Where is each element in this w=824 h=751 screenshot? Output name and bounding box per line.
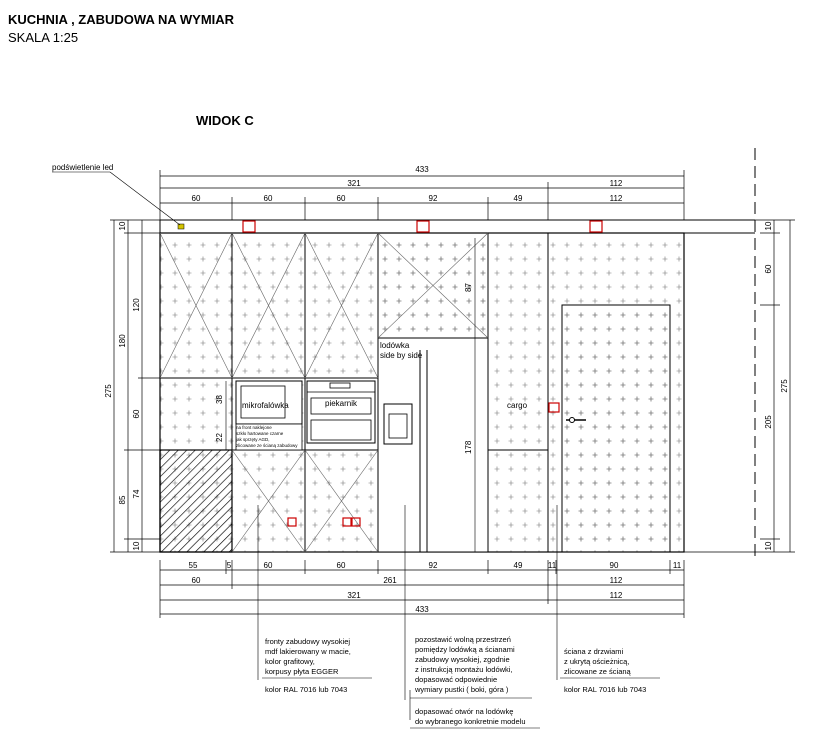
fridge-dispenser (384, 404, 412, 444)
view-title: WIDOK C (196, 113, 254, 128)
note-gap-2: pomiędzy lodówką a ścianami (415, 645, 515, 654)
fridge-label: lodówka (380, 341, 410, 350)
cargo-label: cargo (507, 401, 528, 410)
note-fronts-3: kolor grafitowy, (265, 657, 315, 666)
fridge-label-2: side by side (380, 351, 423, 360)
note-gap-5: dopasować odpowiednie (415, 675, 498, 684)
note-fronts-2: mdf lakierowany w macie, (265, 647, 351, 656)
dim-top-seg-2: 60 (263, 194, 273, 203)
dim-left-120: 120 (132, 298, 141, 312)
note-wall-3: zlicowane ze ścianą (564, 667, 631, 676)
front-note-line-1: na front naklejone (236, 425, 272, 430)
dim-left-60: 60 (132, 409, 141, 419)
note-wall-1: ściana z drzwiami (564, 647, 624, 656)
dim-top-left: 321 (347, 179, 361, 188)
note-wall-color: kolor RAL 7016 lub 7043 (564, 685, 647, 694)
note-fronts-color: kolor RAL 7016 lub 7043 (265, 685, 348, 694)
dim-bot-seg-7: 11 (547, 561, 557, 570)
dim-87: 87 (464, 283, 473, 292)
dim-bot-row2-2: 261 (383, 576, 397, 585)
note-hole-1: dopasować otwór na lodówkę (415, 707, 514, 716)
dim-bot-row3-1: 321 (347, 591, 361, 600)
note-gap-4: z instrukcją montażu lodówki, (415, 665, 513, 674)
dim-left-85: 85 (118, 495, 127, 505)
dim-38: 38 (215, 395, 224, 404)
dim-left-180: 180 (118, 334, 127, 348)
dim-bot-row2-3: 112 (609, 576, 623, 585)
dim-left-10-top: 10 (118, 221, 127, 231)
note-gap-3: zabudowy wysokiej, zgodnie (415, 655, 510, 664)
drawing-title: KUCHNIA , ZABUDOWA NA WYMIAR (8, 12, 235, 27)
right-dimension-lines (684, 220, 795, 552)
oven (307, 381, 375, 443)
hatched-base (160, 450, 232, 552)
dim-bot-row3-2: 112 (609, 591, 623, 600)
dim-bot-seg-9: 11 (672, 561, 682, 570)
dim-top-seg-6: 112 (609, 194, 623, 203)
dim-top-total: 433 (415, 165, 429, 174)
note-gap-6: wymiary pustki ( boki, góra ) (415, 685, 509, 694)
led-label: podświetlenie led (52, 163, 114, 172)
front-note-line-2: szkło hartowane czarne (236, 431, 284, 436)
dim-bot-seg-1: 55 (188, 561, 198, 570)
note-fronts-4: korpusy płyta EGGER (265, 667, 339, 676)
dim-22: 22 (215, 433, 224, 442)
dim-right-60: 60 (764, 264, 773, 274)
note-gap-1: pozostawić wolną przestrzeń (415, 635, 511, 644)
dim-top-right: 112 (609, 179, 623, 188)
dim-right-10-bottom: 10 (764, 541, 773, 551)
hidden-door (562, 305, 670, 552)
drawing-scale: SKALA 1:25 (8, 30, 79, 45)
dim-top-seg-3: 60 (336, 194, 346, 203)
dim-left-74: 74 (132, 489, 141, 499)
dim-top-seg-1: 60 (191, 194, 201, 203)
dim-bot-seg-8: 90 (609, 561, 619, 570)
top-dimension-lines (160, 170, 684, 220)
dim-left-10-bottom: 10 (132, 541, 141, 551)
dim-right-10-top: 10 (764, 221, 773, 231)
dim-left-total: 275 (104, 384, 113, 398)
note-wall-2: z ukrytą ościeżnicą, (564, 657, 630, 666)
note-hole-2: do wybranego konkretnie modelu (415, 717, 526, 726)
dim-right-total: 275 (780, 379, 789, 393)
dim-top-seg-5: 49 (513, 194, 523, 203)
ceiling-strip (160, 220, 755, 233)
dim-bot-seg-4: 60 (336, 561, 346, 570)
dim-bot-seg-5: 92 (428, 561, 438, 570)
dim-bot-total: 433 (415, 605, 429, 614)
dim-bot-seg-6: 49 (513, 561, 523, 570)
dim-bot-seg-3: 60 (263, 561, 273, 570)
note-fronts-1: fronty zabudowy wysokiej (265, 637, 351, 646)
front-note-line-4: zlicowane ze ścianą zabudowy (236, 443, 298, 448)
dim-178: 178 (464, 440, 473, 454)
dim-top-seg-4: 92 (428, 194, 438, 203)
front-note-line-3: jak sprzęty AGD, (236, 437, 270, 442)
oven-label: piekarnik (325, 399, 358, 408)
dim-bot-row2-1: 60 (191, 576, 201, 585)
dim-bot-seg-2: 5 (226, 561, 232, 570)
dim-right-205: 205 (764, 415, 773, 429)
microwave-label: mikrofalówka (242, 401, 289, 410)
